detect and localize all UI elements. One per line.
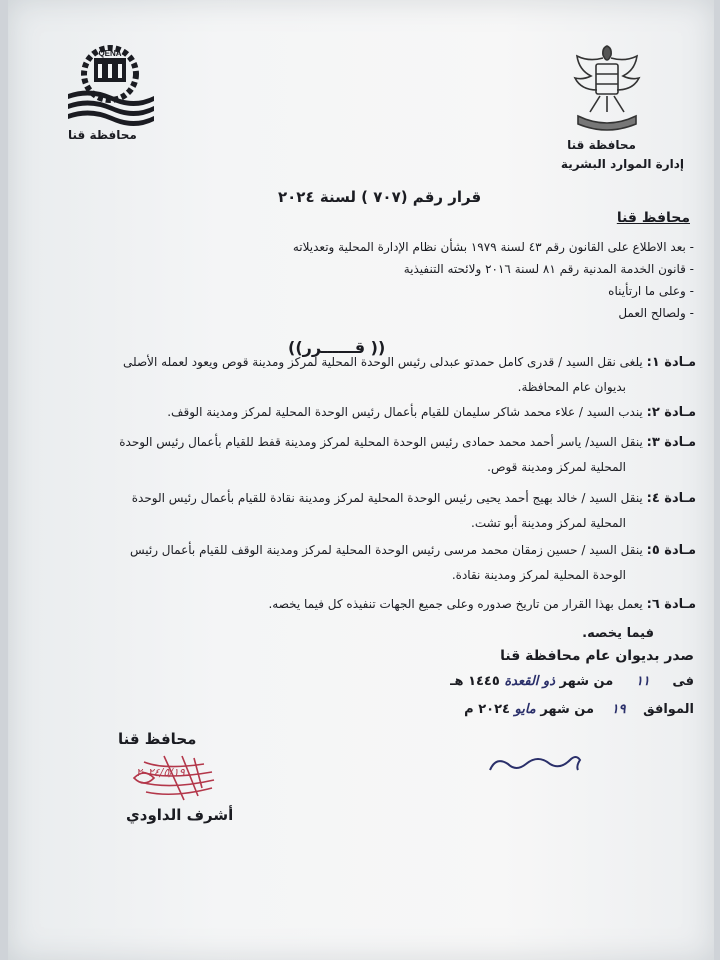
- qena-logo-icon: [64, 44, 156, 132]
- article-text: المحلية لمركز ومدينة قوص.: [487, 460, 626, 474]
- hijri-mid: من شهر: [559, 674, 614, 689]
- article-1: [16, 350, 696, 399]
- eagle-emblem-icon: [570, 40, 644, 132]
- article-text: يعمل بهذا القرار من تاريخ صدوره وعلى جميع الجهات تنفيذه كل فيما يخصه.: [268, 597, 643, 611]
- article-4: [16, 486, 696, 535]
- handwritten-signature-icon: [486, 742, 596, 782]
- preamble-line: - ولصالح العمل: [618, 306, 694, 320]
- greg-mid: من شهر: [540, 702, 595, 717]
- preamble-line: - قانون الخدمة المدنية رقم ٨١ لسنة ٢٠١٦ ولائحته التنفيذية: [403, 262, 694, 276]
- greg-year: ٢٠٢٤ م: [464, 702, 510, 717]
- logo-text: محافظة قنا: [68, 128, 137, 142]
- article-label: مـادة ٢:: [646, 405, 696, 420]
- initials-date: ٢٠٢٤/٥/١٩: [136, 766, 185, 779]
- signatory-name: أشرف الداودي: [126, 806, 234, 824]
- hijri-prefix: فى: [672, 674, 694, 689]
- greg-prefix: الموافق: [643, 702, 694, 717]
- article-text: بديوان عام المحافظة.: [517, 380, 626, 394]
- article-label: مـادة ١:: [646, 355, 696, 370]
- article-text: المحلية لمركز ومدينة أبو تشت.: [471, 516, 626, 530]
- signatory-title: محافظ قنا: [118, 730, 197, 748]
- document-page: [8, 0, 714, 960]
- article-text: يندب السيد / علاء محمد شاكر سليمان للقيام بأعمال رئيس الوحدة المحلية لمركز ومدينة الوقف.: [167, 405, 643, 419]
- department-name: إدارة الموارد البشرية: [560, 157, 684, 171]
- article-text: ينقل السيد / حسين زمقان محمد مرسى رئيس الوحدة المحلية لمركز ومدينة الوقف للقيام بأعمال رئيس: [129, 543, 643, 557]
- logo-caption: QENA: [98, 49, 122, 58]
- article-text: الوحدة المحلية لمركز ومدينة نقادة.: [451, 568, 626, 582]
- article-6: [16, 592, 696, 617]
- greg-day: ١٩: [611, 702, 626, 717]
- greg-month: مايو: [514, 702, 536, 717]
- gregorian-date: [374, 702, 694, 717]
- decides-heading: (( قــــــرر)): [288, 338, 386, 357]
- article-3: [16, 430, 696, 479]
- decree-title: قرار رقم (٧٠٧ ) لسنة ٢٠٢٤: [278, 188, 482, 206]
- addressee: محافظ قنا: [616, 210, 690, 226]
- article-2: [16, 400, 696, 425]
- article-5: [16, 538, 696, 587]
- article-label: مـادة ٥:: [646, 543, 696, 558]
- article-label: مـادة ٣:: [646, 435, 696, 450]
- hijri-day: ١١: [635, 674, 650, 689]
- governorate-name: محافظة قنا: [567, 138, 636, 152]
- article-label: مـادة ٤:: [646, 491, 696, 506]
- hijri-year: ١٤٤٥ هـ: [450, 674, 500, 689]
- preamble-line: - وعلى ما ارتأيناه: [608, 284, 694, 298]
- closing-concerned: فيما يخصه.: [582, 626, 654, 641]
- preamble: [293, 236, 694, 324]
- issued-at: صدر بديوان عام محافظة قنا: [500, 648, 694, 664]
- initials-scribble-icon: [124, 752, 234, 812]
- article-text: ينقل السيد / خالد بهيج أحمد يحيى رئيس الوحدة المحلية لمركز ومدينة نقادة للقيام بأعمال رئيس الوحدة: [131, 491, 643, 505]
- article-text: ينقل السيد/ ياسر أحمد محمد حمادى رئيس الوحدة المحلية لمركز ومدينة قفط للقيام بأعمال رئيس الوحدة: [119, 435, 643, 449]
- preamble-line: - بعد الاطلاع على القانون رقم ٤٣ لسنة ١٩٧٩ بشأن نظام الإدارة المحلية وتعديلاته: [292, 240, 694, 254]
- article-label: مـادة ٦:: [646, 597, 696, 612]
- article-text: يلغى نقل السيد / قدرى كامل حمدتو عبدلى رئيس الوحدة المحلية لمركز ومدينة قوص ويعود لعمله الأصلى: [122, 355, 643, 369]
- hijri-month: ذو القعدة: [504, 674, 555, 689]
- hijri-date: [374, 674, 694, 689]
